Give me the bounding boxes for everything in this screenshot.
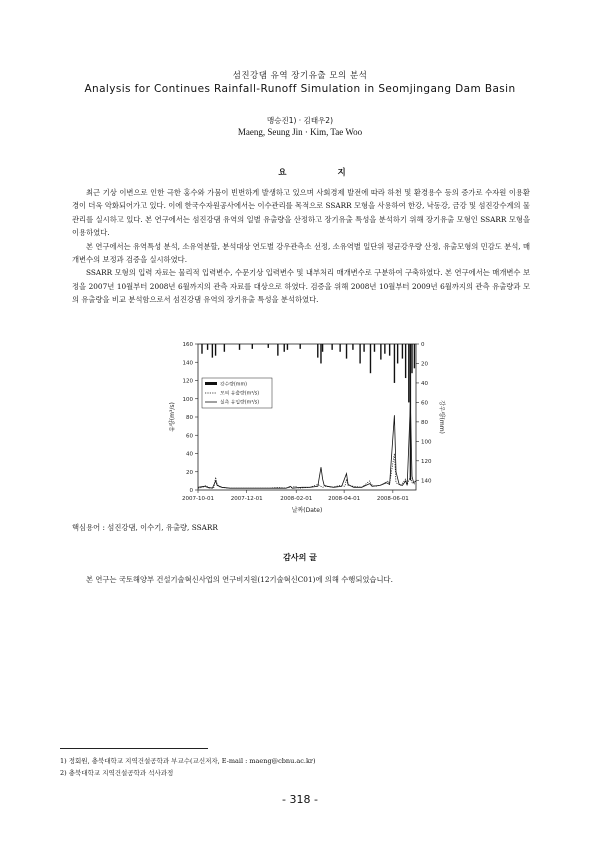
y-left-tick-label: 0 (189, 488, 193, 494)
y-left-tick-label: 20 (186, 469, 193, 476)
authors-english: Maeng, Seung Jin · Kim, Tae Woo (237, 127, 363, 137)
y-right-axis-label: 강우량(mm) (438, 400, 445, 434)
y-left-tick-label: 100 (182, 396, 193, 403)
legend-swatch-rainfall (205, 382, 217, 385)
paper-title-korean: 섬진강댐 유역 장기유출 모의 분석 (232, 71, 368, 81)
y-left-axis-label: 유량(m³/s) (169, 402, 176, 432)
y-right-tick-label: 80 (421, 419, 428, 426)
abstract-heading: 요 지 (278, 168, 370, 178)
abstract-body (72, 186, 530, 307)
y-left-tick-label: 40 (186, 451, 193, 458)
footnote-rule (60, 748, 208, 749)
x-tick-label: 2007-12-01 (230, 496, 263, 502)
footnote-2: 2) 충북대학교 지역건설공학과 석사과정 (60, 769, 174, 777)
legend-label: 강수량(mm) (220, 382, 247, 388)
acknowledgement-text: 본 연구는 국토해양부 건설기술혁신사업의 연구비지원(12기술혁신C01)에 의해 수행되었습니다. (86, 575, 393, 584)
y-right-tick-label: 40 (421, 380, 428, 387)
legend-label: 실측 유입량(m³/s) (220, 400, 260, 406)
x-tick-label: 2008-06-01 (376, 496, 409, 502)
paper-title-english: Analysis for Continues Rainfall-Runoff Simulation in Seomjingang Dam Basin (84, 83, 516, 95)
footnote-1: 1) 정회원, 충북대학교 지역건설공학과 부교수(교신저자, E-mail : maeng@cbnu.ac.kr) (60, 757, 316, 765)
x-tick-label: 2008-02-01 (280, 496, 313, 502)
abstract-paragraph: 본 연구에서는 유역특성 분석, 소유역분할, 분석대상 연도별 강우관측소 선정, 소유역별 일단위 평균강우량 산정, 유출모형의 민감도 분석, 매개변수의 보정과 검증을 실시하였다. (72, 241, 530, 265)
acknowledgement-heading: 감사의 글 (283, 553, 317, 562)
y-right-tick-label: 120 (421, 458, 432, 465)
abstract-paragraph: 최근 기상 이변으로 인한 극한 홍수와 가뭄이 빈번하게 발생하고 있으며 사회경제 발전에 따라 하천 및 환경용수 등의 증가로 수자원 이용환경이 더욱 악화되어가고 있다. 이에 한국수자원공사에서는 이수관리를 목적으로 SSARR 모형을 사용하여 한강, 낙동강, 금강 및 섬진강수계의 물관리를 실시하고 있다. 본 연구에서는 섬진강댐 유역의 일별 유출량을 산정하고 장기유출 특성을 분석하기 위해 장기유출 모형인 SSARR 모형을 이용하였다. (72, 188, 530, 238)
page-number: - 318 - (282, 793, 318, 806)
y-right-tick-label: 100 (421, 439, 432, 446)
plot-frame (198, 344, 416, 490)
y-left-tick-label: 80 (186, 415, 193, 421)
x-tick-label: 2008-04-01 (328, 496, 361, 502)
abstract-paragraph: SSARR 모형의 입력 자료는 물리적 입력변수, 수문기상 입력변수 및 내부처리 매개변수로 구분하여 구축하였다. 본 연구에서는 매개변수 보정을 2007년 10월부터 2008년 6월까지의 관측 자료를 대상으로 하였다. 검증을 위해 2008년 10월부터 2009년 6월까지의 관측 유출량과 모의 유출량을 비교 분석함으로서 섬진강댐 유역의 장기유출 특성을 분석하였다. (72, 268, 530, 305)
y-right-tick-label: 140 (421, 478, 432, 485)
y-right-tick-label: 0 (421, 342, 425, 348)
authors-korean: 맹승진1) · 김태우2) (266, 116, 334, 125)
x-tick-label: 2007-10-01 (182, 496, 214, 502)
y-right-tick-label: 20 (421, 361, 428, 368)
y-left-tick-label: 160 (182, 342, 193, 348)
y-left-tick-label: 60 (186, 433, 193, 440)
y-left-tick-label: 140 (182, 360, 193, 367)
y-left-tick-label: 120 (182, 378, 193, 385)
legend-label: 모의 유출량(m³/s) (220, 391, 260, 397)
keywords: 핵심용어 : 섬진강댐, 이수기, 유출량, SSARR (72, 523, 218, 532)
runoff-chart (160, 336, 450, 516)
y-right-tick-label: 60 (421, 400, 428, 407)
x-axis-label: 날짜(Date) (291, 507, 323, 514)
